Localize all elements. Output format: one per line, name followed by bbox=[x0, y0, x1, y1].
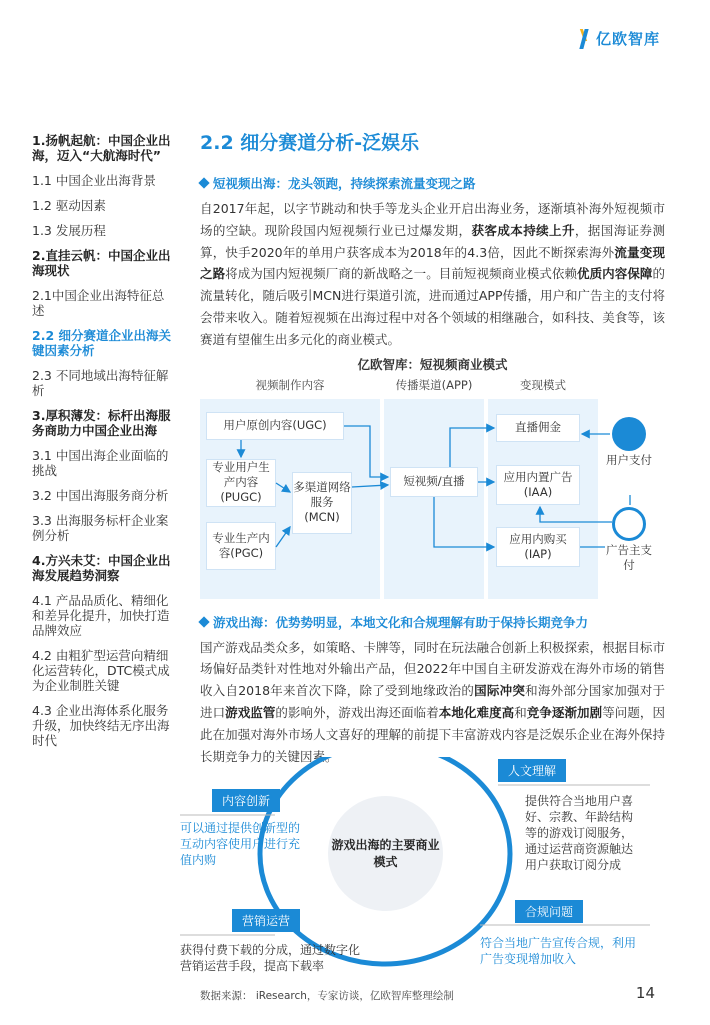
box-iaa: 应用内置广告(IAA) bbox=[496, 465, 580, 505]
toc-item[interactable]: 4.2 由粗犷型运营向精细化运营转化，DTC模式成为企业制胜关键 bbox=[32, 648, 170, 693]
text-run: 等问题，因此在加强对海外市场人文喜好的理解的前提下丰富游戏内容是泛娱乐企业在海外保持长期竞争力的关键因素。 bbox=[200, 704, 665, 764]
box-pgc: 专业生产内容(PGC) bbox=[206, 522, 276, 570]
bold-run: 游戏监管 bbox=[225, 704, 276, 720]
box-live-commission: 直播佣金 bbox=[496, 414, 580, 442]
brand-logo bbox=[574, 28, 660, 49]
bold-run: 优质内容保障 bbox=[577, 266, 653, 282]
toc-section[interactable]: 2.直挂云帆：中国企业出海现状 bbox=[32, 248, 171, 278]
toc-section[interactable]: 4.方兴未艾：中国企业出海发展趋势洞察 bbox=[32, 553, 171, 583]
text-run: 和 bbox=[514, 704, 527, 720]
tag-culture-understanding: 人文理解 bbox=[498, 759, 566, 782]
bold-run: 国际冲突 bbox=[474, 683, 526, 699]
ad-pay-label: 广告主支付 bbox=[606, 542, 652, 572]
text-run: 的流量转化，随后吸引MCN进行渠道引流，进而通过APP传播，用户和广告主的支付将会带来收入。随着短视频在出海过程中对各个领域的相继融合，如科技、美食等，该赛道有望催生出多元化的商业模式。 bbox=[200, 266, 665, 347]
toc-item[interactable]: 2.3 不同地域出海特征解析 bbox=[32, 368, 169, 398]
col-head-monetization: 变现模式 bbox=[520, 377, 566, 392]
bold-run: 获客成本持续上升 bbox=[471, 222, 575, 238]
text-content-innovation: 可以通过提供创新型的互动内容使用户进行充值内购 bbox=[180, 821, 301, 867]
data-source: 数据来源： iResearch，专家访谈，亿欧智库整理绘制 bbox=[200, 990, 454, 1002]
short-video-heading bbox=[200, 174, 665, 192]
toc-item[interactable]: 3.2 中国出海服务商分析 bbox=[32, 488, 169, 503]
game-paragraph bbox=[200, 637, 665, 768]
toc-section[interactable]: 1.扬帆起航：中国企业出海，迈入“大航海时代” bbox=[32, 133, 171, 163]
main-content bbox=[200, 128, 665, 767]
page-number: 14 bbox=[635, 984, 655, 1002]
box-channel: 短视频/直播 bbox=[390, 467, 478, 497]
toc-item[interactable]: 4.1 产品品质化、精细化和差异化提升，加快打造品牌效应 bbox=[32, 593, 170, 638]
diamond-bullet-icon bbox=[198, 616, 209, 627]
short-video-diagram bbox=[200, 377, 665, 599]
toc-item[interactable]: 1.3 发展历程 bbox=[32, 223, 106, 238]
toc-section[interactable]: 3.厚积薄发：标杆出海服务商助力中国企业出海 bbox=[32, 408, 171, 438]
text-culture-understanding: 提供符合当地用户喜好、宗教、年龄结构等的游戏订阅服务，通过运营商资源触达用户获取订阅分成 bbox=[525, 794, 634, 872]
box-mcn: 多渠道网络服务(MCN) bbox=[292, 472, 352, 534]
toc-item[interactable]: 3.3 出海服务标杆企业案例分析 bbox=[32, 513, 169, 543]
text-run: 的影响外，游戏出海还面临着 bbox=[275, 704, 439, 720]
toc-sidebar bbox=[32, 133, 172, 758]
box-pugc: 专业用户生产内容(PUGC) bbox=[206, 459, 276, 507]
page-title: 2.2 细分赛道分析-泛娱乐 bbox=[200, 132, 420, 154]
col-head-production: 视频制作内容 bbox=[255, 377, 325, 392]
game-model-diagram bbox=[180, 757, 650, 982]
diamond-bullet-icon bbox=[198, 177, 209, 188]
tag-compliance: 合规问题 bbox=[515, 900, 583, 923]
box-ugc: 用户原创内容(UGC) bbox=[206, 412, 344, 440]
toc-item[interactable]: 2.2 细分赛道企业出海关键因素分析 bbox=[32, 328, 171, 358]
text-marketing-operation: 获得付费下载的分成，通过数字化营销运营手段，提高下载率 bbox=[180, 943, 361, 973]
short-video-heading-text: 短视频出海：龙头领跑，持续探索流量变现之路 bbox=[213, 176, 476, 191]
bold-run: 竞争逐渐加剧 bbox=[526, 704, 603, 720]
user-pay-label: 用户支付 bbox=[606, 452, 652, 467]
toc-item[interactable]: 2.1中国企业出海特征总述 bbox=[32, 288, 165, 318]
text-compliance: 符合当地广告宣传合规，利用广告变现增加收入 bbox=[480, 936, 637, 966]
game-heading-text: 游戏出海：优势势明显，本地文化和合规理解有助于保持长期竞争力 bbox=[213, 614, 589, 630]
toc-item[interactable]: 1.2 驱动因素 bbox=[32, 198, 106, 213]
toc-item[interactable]: 1.1 中国企业出海背景 bbox=[32, 173, 156, 188]
toc-item[interactable]: 3.1 中国出海企业面临的挑战 bbox=[32, 448, 169, 478]
diagram-arrows bbox=[200, 377, 665, 599]
tag-content-innovation: 内容创新 bbox=[212, 789, 280, 812]
short-video-paragraph bbox=[200, 198, 665, 351]
col-head-channel: 传播渠道(APP) bbox=[395, 377, 473, 392]
text-run: ，据国海证券测算，快手2020年的单用户获客成本为2018年的4.3倍，因此不断探索海外 bbox=[200, 222, 665, 260]
logo-text: 亿欧智库 bbox=[595, 30, 660, 48]
game-heading bbox=[200, 613, 665, 631]
toc-item[interactable]: 4.3 企业出海体系化服务升级，加快终结无序出海时代 bbox=[32, 703, 170, 748]
logo-mark-icon bbox=[574, 29, 592, 49]
game-center-circle: 游戏出海的主要商业模式 bbox=[328, 796, 443, 911]
diagram-title: 亿欧智库：短视频商业模式 bbox=[357, 356, 508, 372]
text-run: 将成为国内短视频厂商的新战略之一。目前短视频商业模式依赖 bbox=[225, 266, 578, 282]
text-run: 国产游戏品类众多，如策略、卡牌等，同时在玩法融合创新上积极探索，根据目标市场偏好品类针对性地对外输出产品，但2022年中国自主研发游戏在海外市场的销售收入自2018年来首次下降，除了受到地缘政治的 bbox=[200, 639, 665, 699]
tag-marketing-operation: 营销运营 bbox=[232, 909, 300, 932]
bold-run: 流量变现之路 bbox=[200, 244, 665, 282]
text-run: 和海外部分国家加强对于进口 bbox=[200, 683, 665, 720]
box-iap: 应用内购买(IAP) bbox=[496, 527, 580, 567]
text-run: 自2017年起，以字节跳动和快手等龙头企业开启出海业务，逐渐填补海外短视频市场的空缺。现阶段国内短视频行业已过爆发期， bbox=[200, 201, 665, 238]
bold-run: 本地化难度高 bbox=[438, 704, 515, 720]
